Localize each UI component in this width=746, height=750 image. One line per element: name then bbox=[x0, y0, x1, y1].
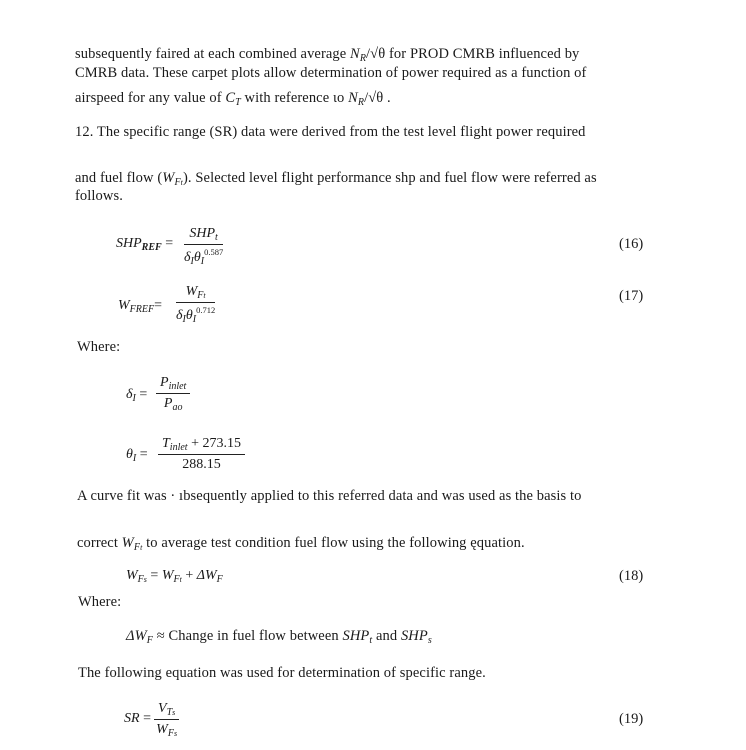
eq16-numerator: $SHP_t$ bbox=[184, 226, 223, 245]
eq19-fraction bbox=[154, 701, 179, 739]
eq19-numerator: $V_{Ts}$ bbox=[154, 701, 179, 720]
delta-def-fraction bbox=[156, 375, 190, 413]
wf-t-symbol: $W_{Ft}$ bbox=[162, 170, 183, 188]
theta-def-fraction bbox=[158, 436, 245, 473]
p1-ratio-2: $N_R/√\theta$ bbox=[348, 90, 384, 108]
where-label-1: Where: bbox=[77, 339, 121, 355]
paragraph2-line2: and fuel flow $(W_{Ft})$. Selected level flight performance shp and fuel flow were referred as bbox=[75, 170, 597, 188]
p1-ratio: $N_R/√\theta$ bbox=[350, 46, 386, 64]
eq18-number: (18) bbox=[619, 568, 644, 584]
eq19-lhs: SR = bbox=[124, 711, 151, 726]
ct-symbol: $C_T$ bbox=[225, 90, 241, 108]
where-label-2: Where: bbox=[78, 594, 122, 610]
delta-def-lhs: $\delta_I$ = bbox=[126, 387, 148, 404]
eq17-lhs: $W_{FREF}=$ bbox=[118, 298, 163, 315]
eq16-lhs: $SHP_{REF}$ = bbox=[116, 236, 174, 253]
theta-def-numerator: $T_{inlet} + 273.15$ bbox=[158, 436, 245, 455]
theta-def-denominator: 288.15 bbox=[182, 457, 221, 472]
wf-t-symbol-2: $W_{Ft}$ bbox=[121, 535, 143, 553]
delta-w-definition: $\Delta W_F$ ≈ Change in fuel flow between $SHP_t$ and $SHP_s$ bbox=[126, 628, 432, 646]
eq16-fraction bbox=[184, 226, 223, 267]
shp-t-symbol: $SHP_t$ bbox=[342, 628, 373, 646]
eq19-number: (19) bbox=[619, 711, 644, 727]
paragraph4: The following equation was used for determination of specific range. bbox=[78, 665, 486, 681]
paragraph2-line1: 12. The specific range (SR) data were derived from the test level flight power required bbox=[75, 124, 586, 140]
paragraph1-line3: airspeed for any value of $C_T$ with reference ιo $N_R/√\theta$ . bbox=[75, 90, 391, 108]
p1-line1-b: for PROD CMRB influenced by bbox=[385, 46, 580, 62]
paragraph2-line3: follows. bbox=[75, 188, 123, 204]
paragraph1-line1 bbox=[75, 46, 579, 64]
paragraph3-line1: A curve fit was · ıbsequently applied to this referred data and was used as the basis to bbox=[77, 488, 582, 504]
delta-w-symbol: $\Delta W_F$ bbox=[126, 628, 154, 646]
paragraph1-line2: CMRB data. These carpet plots allow determination of power required as a function of bbox=[75, 65, 587, 81]
eq17-numerator: $W_{Ft}$ bbox=[176, 284, 215, 303]
eq16-number: (16) bbox=[619, 236, 644, 252]
theta-def-lhs: $\theta_I$ = bbox=[126, 447, 148, 464]
eq17-fraction bbox=[176, 284, 215, 325]
eq18-expression: $W_{Fs} = W_{Ft} + \Delta W_F$ bbox=[126, 568, 223, 585]
delta-def-denominator: $P_{ao}$ bbox=[163, 396, 183, 413]
shp-s-symbol: $SHP_s$ bbox=[400, 628, 432, 646]
eq16-denominator: $\delta_I\theta_I^{0.587}$ bbox=[184, 247, 224, 267]
eq19-denominator: $W_{Fs}$ bbox=[156, 722, 178, 739]
paragraph3-line2: correct $W_{Ft}$ to average test condition fuel flow using the following ęquation. bbox=[77, 535, 525, 553]
p1-line1-a: subsequently faired at each combined average bbox=[75, 46, 351, 62]
eq17-number: (17) bbox=[619, 288, 644, 304]
delta-def-numerator: $P_{inlet}$ bbox=[156, 375, 190, 394]
eq17-denominator: $\delta_I\theta_I^{0.712}$ bbox=[176, 305, 216, 325]
